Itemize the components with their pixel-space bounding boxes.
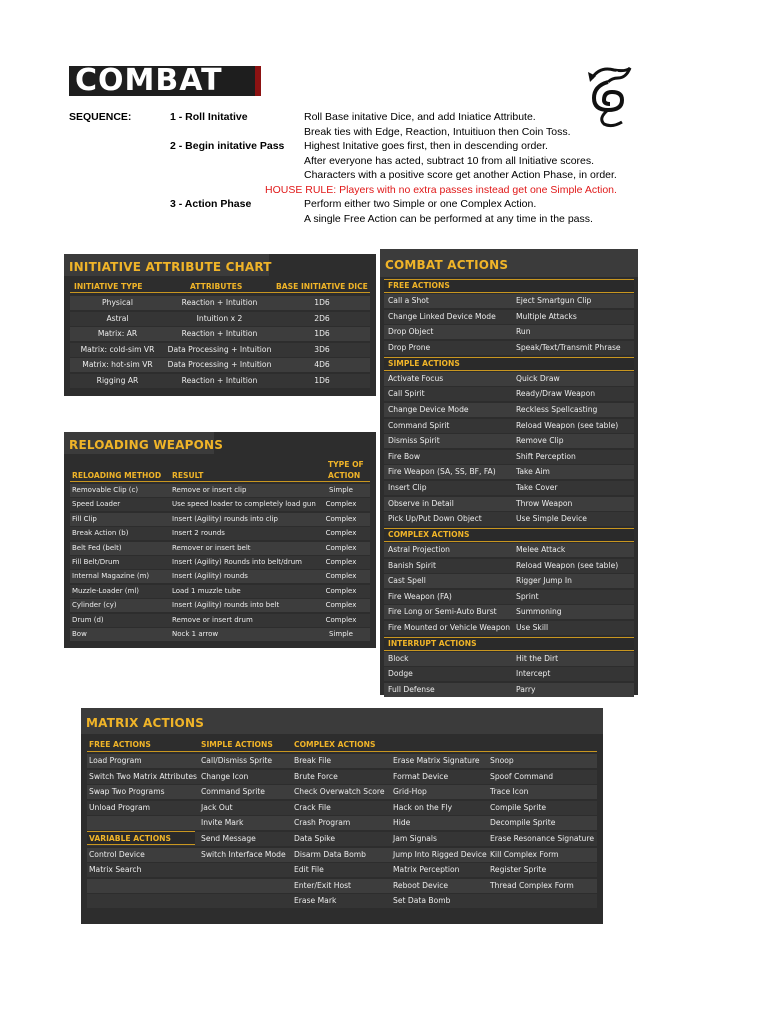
initiative-cell: Matrix: hot-sim VR: [82, 360, 153, 369]
step-2-line-3: Characters with a positive score get another Action Phase, in order.: [304, 169, 617, 181]
combat-action: Quick Draw: [516, 373, 560, 383]
matrix-variable-action: Matrix Search: [89, 865, 142, 875]
title-banner: [69, 63, 261, 98]
combat-action: Hit the Dirt: [516, 653, 559, 663]
combat-title: COMBAT ACTIONS: [385, 258, 509, 272]
combat-action: Fire Mounted or Vehicle Weapon: [388, 623, 511, 632]
reloading-panel: [64, 432, 376, 648]
initiative-cell: 4D6: [314, 360, 330, 369]
combat-section-title: INTERRUPT ACTIONS: [388, 638, 477, 648]
initiative-cell: Matrix: AR: [97, 329, 138, 338]
initiative-cell: Rigging AR: [96, 375, 139, 385]
matrix-simple-action: Switch Interface Mode: [201, 849, 286, 859]
initiative-cell: 1D6: [314, 375, 330, 385]
matrix-header-complex: COMPLEX ACTIONS: [294, 740, 376, 749]
combat-action: Shift Perception: [516, 451, 576, 461]
initiative-cell: Matrix: cold-sim VR: [80, 344, 155, 354]
matrix-complex-action: Erase Mark: [294, 896, 337, 906]
combat-action: Fire Weapon (FA): [388, 591, 452, 601]
matrix-complex-action: Thread Complex Form: [490, 880, 574, 890]
reloading-title: RELOADING WEAPONS: [69, 438, 224, 452]
combat-action: Throw Weapon: [516, 498, 573, 508]
dragon-logo-icon: [582, 64, 636, 128]
matrix-complex-action: Snoop: [490, 756, 514, 765]
step-1-line-2: Break ties with Edge, Reaction, Intuitiuon then Coin Toss.: [304, 125, 571, 138]
reloading-result: Insert 2 rounds: [172, 529, 225, 538]
initiative-cell: Astral: [106, 313, 129, 323]
reloading-header-method: RELOADING METHOD: [72, 471, 162, 480]
reloading-method: Removable Clip (c): [72, 486, 139, 494]
matrix-header-simple: SIMPLE ACTIONS: [201, 740, 273, 749]
combat-action: Take Cover: [516, 483, 558, 492]
matrix-simple-action: Change Icon: [201, 771, 249, 781]
combat-action: Command Spirit: [388, 420, 450, 430]
combat-action: Fire Weapon (SA, SS, BF, FA): [388, 467, 496, 477]
initiative-cell: Data Processing + Intuition: [167, 360, 272, 369]
combat-action: Melee Attack: [516, 545, 566, 554]
reloading-method: Muzzle-Loader (ml): [72, 586, 140, 595]
matrix-free-action: Swap Two Programs: [89, 787, 165, 797]
combat-action: Observe in Detail: [388, 498, 454, 508]
matrix-complex-action: Data Spike: [294, 834, 336, 843]
combat-action: Use Simple Device: [516, 514, 587, 524]
step-3-name: 3 - Action Phase: [170, 198, 252, 210]
combat-action: Reload Weapon (see table): [516, 420, 619, 430]
matrix-complex-action: Check Overwatch Score: [294, 787, 385, 797]
matrix-complex-action: Crash Program: [294, 818, 351, 828]
matrix-simple-action: Command Sprite: [201, 787, 265, 797]
combat-action: Dodge: [388, 669, 413, 679]
combat-actions-panel: [380, 249, 638, 695]
combat-action: Multiple Attacks: [516, 311, 577, 321]
reloading-result: Nock 1 arrow: [172, 630, 219, 638]
matrix-complex-action: Jam Signals: [393, 834, 437, 843]
sequence-label: SEQUENCE:: [69, 111, 132, 123]
page-title: COMBAT: [75, 63, 223, 98]
matrix-complex-action: Format Device: [393, 771, 449, 781]
step-1-line-1: Roll Base initative Dice, and add Iniatice Attribute.: [304, 111, 536, 123]
matrix-complex-action: Spoof Command: [490, 771, 554, 781]
reloading-method: Speed Loader: [72, 500, 121, 509]
combat-row: [384, 450, 634, 464]
combat-section-title: FREE ACTIONS: [388, 281, 450, 290]
reloading-action-type: Complex: [325, 529, 357, 538]
matrix-complex-action: Reboot Device: [393, 880, 449, 890]
step-3-line-2: A single Free Action can be performed at any time in the pass.: [304, 212, 593, 225]
matrix-complex-action: Hide: [393, 818, 411, 828]
reloading-method: Fill Belt/Drum: [72, 558, 120, 566]
combat-action: Insert Clip: [388, 483, 427, 492]
combat-action: Cast Spell: [388, 576, 426, 586]
combat-action: Call Spirit: [388, 389, 425, 399]
matrix-free-action: Unload Program: [89, 802, 151, 812]
reloading-result: Insert (Agility) Rounds into belt/drum: [172, 558, 302, 566]
combat-action: Summoning: [516, 607, 562, 617]
combat-action: Rigger Jump In: [516, 576, 572, 586]
combat-action: Activate Focus: [388, 373, 444, 383]
reloading-action-type: Complex: [325, 558, 357, 566]
initiative-cell: Data Processing + Intuition: [167, 344, 272, 354]
initiative-header-attributes: ATTRIBUTES: [190, 282, 243, 291]
reloading-action-type: Simple: [329, 630, 353, 638]
combat-action: Reckless Spellcasting: [516, 405, 598, 414]
combat-action: Full Defense: [388, 685, 435, 694]
matrix-actions-panel: [81, 708, 603, 924]
matrix-simple-action: Invite Mark: [201, 818, 244, 828]
reloading-action-type: Complex: [325, 586, 357, 595]
combat-action: Drop Prone: [388, 343, 431, 352]
step-2-line-2: After everyone has acted, subtract 10 from all Initiative scores.: [304, 154, 595, 167]
matrix-complex-action: Erase Resonance Signature: [490, 834, 594, 843]
reloading-action-type: Complex: [325, 543, 357, 552]
reloading-action-type: Complex: [325, 514, 357, 523]
initiative-cell: Intuition x 2: [196, 313, 243, 323]
combat-action: Ready/Draw Weapon: [516, 389, 596, 399]
combat-section-title: COMPLEX ACTIONS: [388, 529, 470, 539]
step-2-line-1: Highest Initative goes first, then in descending order.: [304, 140, 548, 152]
matrix-variable-header: VARIABLE ACTIONS: [89, 834, 171, 843]
reloading-method: Internal Magazine (m): [72, 572, 150, 581]
initiative-title: INITIATIVE ATTRIBUTE CHART: [69, 260, 272, 274]
combat-action: Speak/Text/Transmit Phrase: [516, 343, 621, 352]
combat-action: Sprint: [516, 591, 539, 601]
reloading-action-type: Complex: [325, 500, 357, 509]
combat-action: Dismiss Spirit: [388, 436, 440, 446]
matrix-complex-action: Set Data Bomb: [393, 896, 451, 906]
reloading-result: Insert (Agility) rounds into clip: [172, 514, 278, 523]
matrix-title: MATRIX ACTIONS: [86, 716, 205, 730]
reloading-result: Remove or insert drum: [172, 615, 253, 624]
matrix-complex-action: Hack on the Fly: [393, 802, 453, 812]
reloading-action-type: Complex: [325, 572, 357, 581]
combat-action: Reload Weapon (see table): [516, 560, 619, 570]
initiative-cell: Reaction + Intuition: [181, 375, 258, 385]
combat-action: Run: [516, 327, 531, 337]
matrix-complex-action: Register Sprite: [490, 865, 547, 875]
matrix-complex-action: Edit File: [294, 865, 324, 875]
matrix-complex-action: Erase Matrix Signature: [393, 756, 480, 765]
matrix-complex-action: Trace Icon: [490, 787, 529, 797]
initiative-cell: 1D6: [314, 329, 330, 338]
reloading-method: Bow: [72, 630, 87, 638]
step-3-line-1: Perform either two Simple or one Complex Action.: [304, 198, 537, 210]
combat-action: Change Device Mode: [388, 405, 469, 414]
combat-row: [384, 667, 634, 681]
reloading-method: Drum (d): [72, 615, 104, 624]
step-2-name: 2 - Begin initative Pass: [170, 140, 285, 152]
matrix-free-action: Load Program: [89, 756, 142, 765]
matrix-row: [87, 754, 597, 768]
reloading-result: Remove or insert clip: [172, 486, 247, 494]
matrix-complex-action: Crack File: [294, 802, 331, 812]
reloading-action-type: Complex: [325, 601, 357, 610]
house-rule: HOUSE RULE: Players with no extra passes instead get one Simple Action.: [265, 183, 617, 196]
reloading-result: Load 1 muzzle tube: [172, 586, 241, 595]
matrix-simple-action: Jack Out: [201, 802, 233, 812]
matrix-complex-action: Matrix Perception: [393, 865, 460, 875]
reloading-action-type: Complex: [325, 615, 357, 624]
combat-action: Take Aim: [516, 467, 550, 477]
matrix-complex-action: Break File: [294, 756, 332, 765]
combat-action: Fire Bow: [388, 451, 421, 461]
initiative-cell: 2D6: [314, 313, 330, 323]
combat-action: Change Linked Device Mode: [388, 311, 496, 321]
combat-action: Fire Long or Semi-Auto Burst: [388, 607, 497, 617]
initiative-header-type: INITIATIVE TYPE: [74, 282, 143, 291]
initiative-cell: Reaction + Intuition: [181, 329, 258, 338]
matrix-complex-action: Brute Force: [294, 771, 338, 781]
reloading-result: Remover or insert belt: [172, 543, 251, 552]
combat-action: Banish Spirit: [388, 560, 436, 570]
step-1-name: 1 - Roll Initative: [170, 111, 248, 123]
matrix-complex-action: Compile Sprite: [490, 802, 546, 812]
reloading-method: Cylinder (cy): [72, 601, 117, 610]
initiative-cell: Reaction + Intuition: [181, 298, 258, 307]
matrix-row: [87, 894, 597, 908]
reloading-header-result: RESULT: [172, 471, 204, 480]
reloading-method: Fill Clip: [72, 514, 97, 523]
initiative-cell: 1D6: [314, 298, 330, 307]
reloading-action-type: Simple: [329, 486, 353, 494]
reloading-method: Break Action (b): [72, 529, 129, 538]
combat-action: Call a Shot: [388, 296, 429, 306]
matrix-complex-action: Jump Into Rigged Device: [393, 849, 487, 859]
matrix-free-action: Switch Two Matrix Attributes: [89, 771, 197, 781]
matrix-complex-action: Kill Complex Form: [490, 849, 559, 859]
initiative-cell: 3D6: [314, 344, 330, 354]
matrix-header-free: FREE ACTIONS: [89, 740, 151, 749]
combat-action: Intercept: [516, 669, 551, 679]
reloading-method: Belt Fed (belt): [72, 543, 122, 552]
combat-row: [384, 652, 634, 666]
matrix-simple-action: Send Message: [201, 834, 256, 843]
reloading-result: Use speed loader to completely load gun: [172, 500, 316, 509]
initiative-header-dice: BASE INITIATIVE DICE: [276, 282, 368, 291]
combat-action: Astral Projection: [388, 545, 450, 554]
combat-action: Drop Object: [388, 327, 434, 337]
matrix-complex-action: Disarm Data Bomb: [294, 849, 366, 859]
initiative-cell: Physical: [102, 298, 133, 307]
matrix-simple-action: Call/Dismiss Sprite: [201, 756, 273, 765]
combat-action: Use Skill: [516, 623, 549, 632]
reloading-result: Insert (Agility) rounds: [172, 572, 248, 581]
matrix-complex-action: Decompile Sprite: [490, 818, 556, 828]
combat-section-title: SIMPLE ACTIONS: [388, 358, 460, 368]
initiative-panel: [64, 254, 376, 396]
reloading-header-type: TYPE OF: [328, 460, 364, 469]
combat-action: Pick Up/Put Down Object: [388, 514, 482, 524]
matrix-variable-action: Control Device: [89, 849, 145, 859]
combat-action: Parry: [516, 685, 536, 694]
matrix-complex-action: Grid-Hop: [393, 787, 427, 797]
combat-action: Remove Clip: [516, 436, 564, 446]
combat-action: Block: [388, 653, 409, 663]
reloading-header-action: ACTION: [328, 471, 361, 480]
matrix-complex-action: Enter/Exit Host: [294, 880, 352, 890]
reloading-result: Insert (Agility) rounds into belt: [172, 601, 280, 610]
combat-action: Eject Smartgun Clip: [516, 296, 592, 306]
